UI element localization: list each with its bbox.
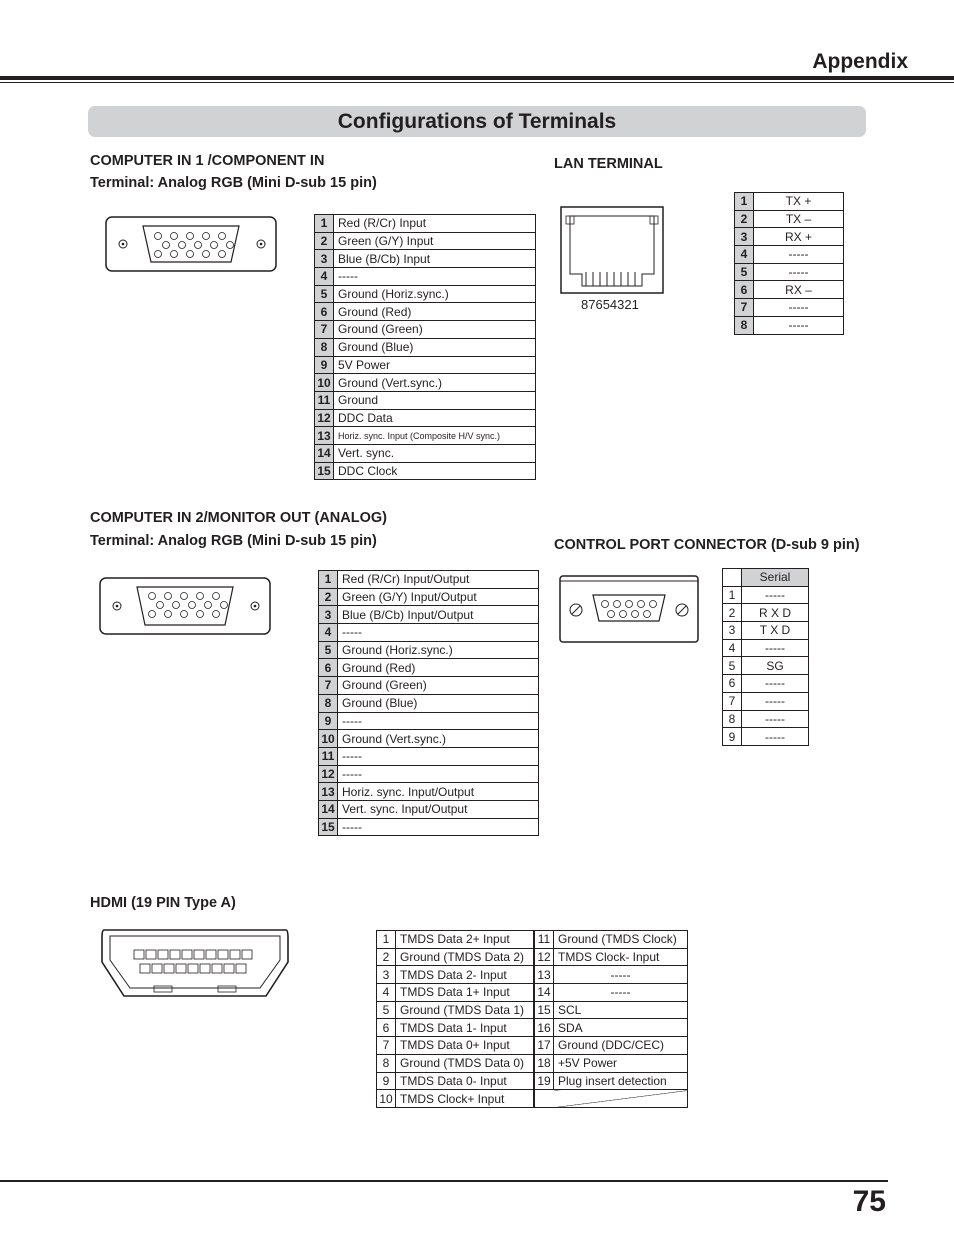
table-row: [315, 285, 536, 303]
table-row: [377, 966, 534, 984]
footer-rule: [0, 1180, 888, 1182]
pin-number: 3: [735, 228, 754, 246]
pin-signal: RX –: [754, 281, 844, 299]
pin-number: 14: [535, 984, 554, 1002]
pin-number: 14: [319, 800, 338, 818]
pin-number: 17: [535, 1037, 554, 1055]
table-row: [315, 391, 536, 409]
table-row: [377, 1072, 534, 1090]
pin-number: 19: [535, 1072, 554, 1090]
page-title: Configurations of Terminals: [88, 106, 866, 137]
pin-signal: Red (R/Cr) Input/Output: [338, 571, 539, 589]
pin-signal: -----: [754, 246, 844, 264]
table-row: [735, 263, 844, 281]
computer-in-2-title: COMPUTER IN 2/MONITOR OUT (ANALOG): [90, 510, 387, 526]
table-row: [319, 800, 539, 818]
hdmi-pin-rows-right: [535, 931, 688, 1090]
computer-in-1-pin-rows: [315, 215, 536, 480]
table-row: [735, 193, 844, 211]
pin-signal: -----: [338, 712, 539, 730]
table-row: [377, 1019, 534, 1037]
table-row: [319, 659, 539, 677]
table-row: [535, 984, 688, 1002]
table-row: [735, 281, 844, 299]
pin-number: 15: [315, 462, 334, 480]
pin-signal: -----: [754, 263, 844, 281]
table-row: [535, 1037, 688, 1055]
table-row: [723, 675, 809, 693]
lan-terminal-title: LAN TERMINAL: [554, 156, 663, 172]
pin-number: 3: [377, 966, 396, 984]
page-number: 75: [852, 1185, 886, 1218]
pin-signal: Horiz. sync. Input (Composite H/V sync.): [334, 427, 536, 445]
table-row: [535, 948, 688, 966]
pin-number: 8: [723, 710, 742, 728]
pin-signal: Plug insert detection: [554, 1072, 688, 1090]
table-row: [735, 210, 844, 228]
pin-signal: Ground (Vert.sync.): [338, 730, 539, 748]
hdmi-connector-icon: [100, 928, 290, 1000]
pin-number: 15: [535, 1001, 554, 1019]
table-row: [319, 712, 539, 730]
pin-number: 2: [723, 604, 742, 622]
pin-number: 4: [723, 639, 742, 657]
table-row: [377, 931, 534, 949]
pin-number: 18: [535, 1054, 554, 1072]
table-row: [315, 338, 536, 356]
pin-number: 10: [315, 374, 334, 392]
pin-signal: Ground (Red): [334, 303, 536, 321]
table-row: [319, 765, 539, 783]
pin-number: 15: [319, 818, 338, 836]
pin-number: 7: [315, 321, 334, 339]
pin-number: 5: [377, 1001, 396, 1019]
pin-signal: Vert. sync.: [334, 444, 536, 462]
table-row: [735, 228, 844, 246]
pin-number: 16: [535, 1019, 554, 1037]
pin-number: 3: [723, 622, 742, 640]
section-title: Appendix: [812, 50, 908, 73]
pin-number: 8: [735, 316, 754, 334]
pin-signal: -----: [742, 692, 809, 710]
pin-number: 6: [735, 281, 754, 299]
dsub9-connector-icon: [559, 575, 699, 643]
table-row: [319, 677, 539, 695]
table-row: [723, 622, 809, 640]
table-row: [723, 728, 809, 746]
control-port-column-header: Serial: [742, 569, 809, 587]
hdmi-title: HDMI (19 PIN Type A): [90, 895, 236, 911]
computer-in-1-title: COMPUTER IN 1 /COMPONENT IN: [90, 153, 325, 169]
pin-signal: Ground: [334, 391, 536, 409]
pin-signal: -----: [338, 765, 539, 783]
pin-number: 8: [377, 1054, 396, 1072]
pin-signal: DDC Data: [334, 409, 536, 427]
pin-signal: Ground (Red): [338, 659, 539, 677]
table-row: [319, 818, 539, 836]
computer-in-1-pin-table: [314, 214, 536, 480]
pin-signal: -----: [742, 710, 809, 728]
pin-signal: T X D: [742, 622, 809, 640]
control-port-header-blank: [723, 569, 742, 587]
pin-number: 8: [315, 338, 334, 356]
table-row: [723, 710, 809, 728]
pin-signal: TMDS Data 2+ Input: [396, 931, 534, 949]
pin-signal: Ground (TMDS Clock): [554, 931, 688, 949]
header-rule-thin: [0, 82, 954, 83]
table-row: [319, 624, 539, 642]
table-row: [735, 246, 844, 264]
pin-signal: -----: [338, 624, 539, 642]
table-row: [315, 215, 536, 233]
pin-number: 3: [315, 250, 334, 268]
hdmi-pin-table-right: [534, 930, 688, 1108]
table-row: [377, 984, 534, 1002]
pin-number: 2: [315, 232, 334, 250]
pin-signal: -----: [554, 966, 688, 984]
pin-number: 4: [319, 624, 338, 642]
table-row: [735, 316, 844, 334]
lan-pin-order: 87654321: [581, 297, 639, 312]
hdmi-pin-rows-left: [377, 931, 534, 1108]
pin-number: 1: [735, 193, 754, 211]
pin-signal: Ground (DDC/CEC): [554, 1037, 688, 1055]
pin-number: 10: [377, 1090, 396, 1108]
pin-number: 7: [723, 692, 742, 710]
pin-signal: SCL: [554, 1001, 688, 1019]
pin-signal: Ground (Horiz.sync.): [338, 641, 539, 659]
pin-number: 12: [315, 409, 334, 427]
table-row: [735, 299, 844, 317]
pin-signal: -----: [742, 639, 809, 657]
pin-number: 11: [315, 391, 334, 409]
pin-number: 11: [535, 931, 554, 949]
control-port-title: CONTROL PORT CONNECTOR (D-sub 9 pin): [554, 537, 860, 553]
pin-number: 6: [723, 675, 742, 693]
pin-signal: Ground (TMDS Data 2): [396, 948, 534, 966]
pin-signal: TMDS Data 0- Input: [396, 1072, 534, 1090]
table-row: [315, 427, 536, 445]
table-row: [315, 250, 536, 268]
table-row: [535, 1054, 688, 1072]
pin-number: 6: [377, 1019, 396, 1037]
pin-signal: DDC Clock: [334, 462, 536, 480]
pin-number: 14: [315, 444, 334, 462]
table-row: [535, 931, 688, 949]
pin-signal: -----: [742, 586, 809, 604]
computer-in-2-subtitle: Terminal: Analog RGB (Mini D-sub 15 pin): [90, 533, 377, 549]
pin-number: 11: [319, 747, 338, 765]
pin-number: 1: [315, 215, 334, 233]
pin-signal: TX –: [754, 210, 844, 228]
pin-number: 8: [319, 694, 338, 712]
pin-signal: Ground (TMDS Data 1): [396, 1001, 534, 1019]
pin-signal: TMDS Data 0+ Input: [396, 1037, 534, 1055]
table-row: [315, 321, 536, 339]
table-row: [377, 1054, 534, 1072]
pin-number: 7: [377, 1037, 396, 1055]
pin-number: 9: [315, 356, 334, 374]
pin-signal: SG: [742, 657, 809, 675]
pin-signal: 5V Power: [334, 356, 536, 374]
pin-number: 4: [735, 246, 754, 264]
pin-number: 6: [319, 659, 338, 677]
table-row: [535, 1001, 688, 1019]
pin-number: 7: [319, 677, 338, 695]
pin-signal: Ground (Blue): [338, 694, 539, 712]
table-row: [723, 586, 809, 604]
control-port-pin-rows: [723, 586, 809, 745]
hdmi-empty-cell: [535, 1090, 554, 1108]
dsub15-connector-icon: [99, 577, 271, 635]
pin-signal: Blue (B/Cb) Input/Output: [338, 606, 539, 624]
computer-in-2-pin-rows: [319, 571, 539, 836]
table-row: [319, 747, 539, 765]
table-row: [535, 966, 688, 984]
pin-signal: Ground (Green): [338, 677, 539, 695]
pin-signal: -----: [334, 268, 536, 286]
table-row: [723, 657, 809, 675]
pin-signal: Horiz. sync. Input/Output: [338, 783, 539, 801]
pin-number: 2: [377, 948, 396, 966]
pin-number: 1: [377, 931, 396, 949]
pin-signal: Ground (Green): [334, 321, 536, 339]
table-row: [315, 409, 536, 427]
pin-signal: -----: [754, 299, 844, 317]
table-row: [315, 268, 536, 286]
pin-signal: Blue (B/Cb) Input: [334, 250, 536, 268]
pin-signal: TMDS Clock+ Input: [396, 1090, 534, 1108]
lan-pin-rows: [735, 193, 844, 335]
table-row: [315, 303, 536, 321]
pin-number: 7: [735, 299, 754, 317]
table-row: [723, 639, 809, 657]
table-row: [377, 1001, 534, 1019]
pin-number: 1: [319, 571, 338, 589]
pin-signal: SDA: [554, 1019, 688, 1037]
table-row: [319, 783, 539, 801]
pin-number: 9: [723, 728, 742, 746]
lan-pin-table: [734, 192, 844, 335]
pin-signal: Green (G/Y) Input: [334, 232, 536, 250]
pin-signal: Ground (Blue): [334, 338, 536, 356]
pin-number: 9: [319, 712, 338, 730]
table-row: [377, 1037, 534, 1055]
pin-signal: +5V Power: [554, 1054, 688, 1072]
table-row: [319, 641, 539, 659]
pin-number: 13: [319, 783, 338, 801]
pin-number: 4: [377, 984, 396, 1002]
table-row: [723, 604, 809, 622]
pin-signal: TMDS Clock- Input: [554, 948, 688, 966]
table-row: [319, 606, 539, 624]
pin-number: 2: [735, 210, 754, 228]
pin-signal: -----: [338, 818, 539, 836]
pin-signal: Green (G/Y) Input/Output: [338, 588, 539, 606]
pin-number: 5: [315, 285, 334, 303]
pin-number: 12: [535, 948, 554, 966]
pin-number: 1: [723, 586, 742, 604]
table-row: [319, 588, 539, 606]
table-row: [315, 356, 536, 374]
pin-signal: Ground (Horiz.sync.): [334, 285, 536, 303]
pin-signal: RX +: [754, 228, 844, 246]
pin-signal: -----: [742, 675, 809, 693]
pin-signal: Vert. sync. Input/Output: [338, 800, 539, 818]
hdmi-pin-table-left: [376, 930, 534, 1108]
pin-signal: TMDS Data 1- Input: [396, 1019, 534, 1037]
table-row: [315, 444, 536, 462]
table-row: [723, 692, 809, 710]
table-row: [319, 571, 539, 589]
pin-number: 13: [315, 427, 334, 445]
table-row: [319, 694, 539, 712]
pin-number: 5: [723, 657, 742, 675]
pin-number: 13: [535, 966, 554, 984]
pin-number: 5: [735, 263, 754, 281]
pin-signal: -----: [754, 316, 844, 334]
table-row: [535, 1072, 688, 1090]
pin-number: 10: [319, 730, 338, 748]
table-row: [315, 232, 536, 250]
pin-signal: Red (R/Cr) Input: [334, 215, 536, 233]
pin-number: 4: [315, 268, 334, 286]
pin-number: 3: [319, 606, 338, 624]
pin-number: 2: [319, 588, 338, 606]
pin-signal: R X D: [742, 604, 809, 622]
computer-in-2-pin-table: [318, 570, 539, 836]
table-row: [315, 374, 536, 392]
pin-signal: TX +: [754, 193, 844, 211]
table-row: [377, 1090, 534, 1108]
header-rule: [0, 76, 954, 80]
pin-signal: -----: [742, 728, 809, 746]
control-port-pin-table: [722, 568, 809, 746]
hdmi-empty-cell-diagonal: [554, 1090, 688, 1108]
table-row: [535, 1019, 688, 1037]
computer-in-1-subtitle: Terminal: Analog RGB (Mini D-sub 15 pin): [90, 175, 377, 191]
pin-number: 12: [319, 765, 338, 783]
pin-signal: TMDS Data 2- Input: [396, 966, 534, 984]
table-row: [377, 948, 534, 966]
pin-signal: TMDS Data 1+ Input: [396, 984, 534, 1002]
pin-signal: -----: [554, 984, 688, 1002]
rj45-connector-icon: [560, 206, 664, 294]
pin-number: 6: [315, 303, 334, 321]
pin-number: 9: [377, 1072, 396, 1090]
table-row: [319, 730, 539, 748]
pin-signal: -----: [338, 747, 539, 765]
dsub15-connector-icon: [105, 216, 277, 272]
table-row: [315, 462, 536, 480]
pin-number: 5: [319, 641, 338, 659]
pin-signal: Ground (Vert.sync.): [334, 374, 536, 392]
pin-signal: Ground (TMDS Data 0): [396, 1054, 534, 1072]
